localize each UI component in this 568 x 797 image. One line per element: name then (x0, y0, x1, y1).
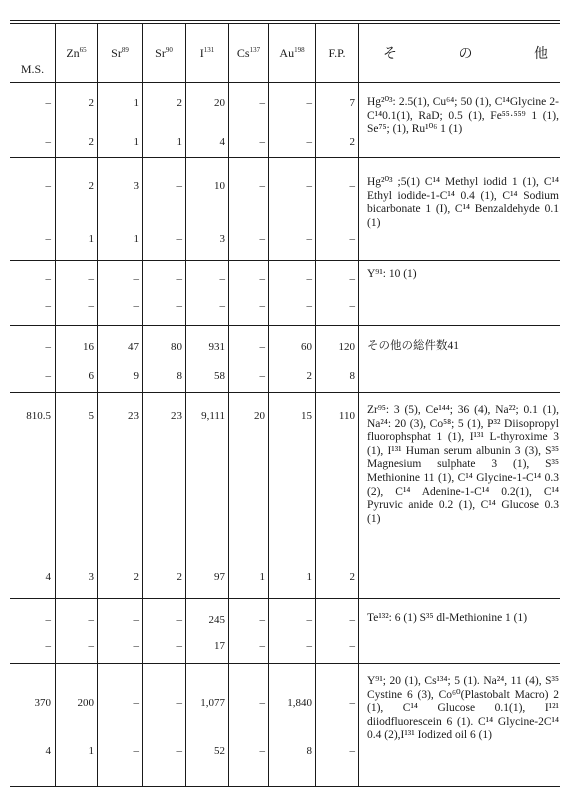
header-sr90: Sr$^{90}$ (155, 46, 173, 60)
ms-top: – (45, 97, 51, 109)
fp-top: – (349, 697, 355, 709)
zn-top: 2 (88, 180, 94, 192)
ms-bottom: – (45, 300, 51, 312)
cs-bottom: – (259, 136, 265, 148)
header-sr89: Sr$^{89}$ (111, 46, 129, 60)
other-notes: その他の総件数41 (367, 340, 459, 352)
cs-bottom: 1 (259, 571, 265, 583)
sr90-bottom: – (176, 233, 182, 245)
ms-bottom: – (45, 640, 51, 652)
i131-top: 1,077 (200, 697, 225, 709)
cs-bottom: – (259, 300, 265, 312)
sr89-top: – (133, 273, 139, 285)
zn-top: – (88, 614, 94, 626)
table-top-rule-2 (10, 23, 560, 24)
header-other: そ の 他 (383, 47, 548, 62)
i131-bottom: 3 (219, 233, 225, 245)
i131-top: 10 (214, 180, 225, 192)
other-notes: Y⁹¹; 20 (1), Cs¹³⁴; 5 (1). Na²⁴, 11 (4), S³⁵ Cystine 6 (3), Co⁶⁰(Plastobalt Macro) 2 (1), C¹⁴ Glucose 0.1(1), I¹²¹ diiodfluorescein 6 (1). C¹⁴ Glycine-2C¹⁴ 0.4 (2),I¹³¹ Iodized oil 6 (1) (367, 675, 559, 742)
cs-top: – (259, 273, 265, 285)
header-i131: $I^{131}$ (199, 46, 215, 60)
cs-top: – (259, 614, 265, 626)
fp-bottom: 2 (349, 571, 355, 583)
zn-bottom: – (88, 300, 94, 312)
ms-top: – (45, 273, 51, 285)
cs-bottom: – (259, 370, 265, 382)
zn-bottom: 1 (88, 745, 94, 757)
sr89-bottom: – (133, 300, 139, 312)
zn-top: 5 (88, 410, 94, 422)
sr90-top: 2 (176, 97, 182, 109)
i131-top: – (219, 273, 225, 285)
other-notes: Hg²⁰³ ;5(1) C¹⁴ Methyl iodid 1 (1), C¹⁴ Ethyl iodide-1-C¹⁴ 0.4 (1), C¹⁴ Sodium bicarbonate 1 (I), C¹⁴ Benzaldehyde 0.1 (1) (367, 176, 559, 229)
sr90-top: – (176, 697, 182, 709)
i131-bottom: 58 (214, 370, 225, 382)
au-bottom: – (306, 136, 312, 148)
i131-top: 9,111 (201, 410, 225, 422)
row-rule-2 (10, 260, 560, 261)
sr90-bottom: – (176, 300, 182, 312)
fp-top: – (349, 180, 355, 192)
header-ms: M.S. (20, 62, 45, 76)
au-top: 60 (301, 341, 312, 353)
cs-bottom: – (259, 640, 265, 652)
sr89-top: – (133, 697, 139, 709)
sr90-bottom: 2 (176, 571, 182, 583)
zn-bottom: 1 (88, 233, 94, 245)
zn-top: 200 (77, 697, 94, 709)
sr90-top: – (176, 180, 182, 192)
cs-top: 20 (254, 410, 265, 422)
cs-top: – (259, 697, 265, 709)
i131-bottom: 97 (214, 571, 225, 583)
sr90-bottom: 8 (176, 370, 182, 382)
col-rule-8 (358, 24, 359, 786)
sr89-top: 23 (128, 410, 139, 422)
i131-bottom: – (219, 300, 225, 312)
sr89-bottom: 2 (133, 571, 139, 583)
au-bottom: 1 (306, 571, 312, 583)
au-top: 1,840 (287, 697, 312, 709)
cs-top: – (259, 180, 265, 192)
i131-top: 931 (208, 341, 225, 353)
zn-top: – (88, 273, 94, 285)
ms-bottom: – (45, 370, 51, 382)
au-top: 15 (301, 410, 312, 422)
ms-top: – (45, 180, 51, 192)
cs-bottom: – (259, 745, 265, 757)
au-bottom: – (306, 300, 312, 312)
au-bottom: 2 (306, 370, 312, 382)
zn-top: 2 (88, 97, 94, 109)
row-rule-5 (10, 598, 560, 599)
zn-bottom: – (88, 640, 94, 652)
other-notes: Te¹³²: 6 (1) S³⁵ dl-Methionine 1 (1) (367, 612, 528, 624)
sr90-bottom: – (176, 640, 182, 652)
sr90-bottom: 1 (176, 136, 182, 148)
other-notes: Hg²⁰³: 2.5(1), Cu⁶⁴; 50 (1), C¹⁴Glycine 2-C¹⁴0.1(1), RaD; 0.5 (1), Fe⁵⁵·⁵⁵⁹ 1 (1), Se⁷⁵; (1), Ru¹⁰⁶ 1 (1) (367, 96, 559, 136)
cs-bottom: – (259, 233, 265, 245)
fp-top: 110 (338, 410, 355, 422)
sr89-bottom: 1 (133, 233, 139, 245)
ms-top: – (45, 341, 51, 353)
zn-top: 16 (83, 341, 94, 353)
ms-top: – (45, 614, 51, 626)
au-bottom: 8 (306, 745, 312, 757)
sr89-bottom: – (133, 640, 139, 652)
row-rule-1 (10, 157, 560, 158)
sr89-top: 47 (128, 341, 139, 353)
sr90-top: 80 (171, 341, 182, 353)
header-au198: Au$^{198}$ (279, 46, 305, 60)
ms-top: 810.5 (26, 410, 51, 422)
au-top: – (306, 273, 312, 285)
sr90-top: – (176, 614, 182, 626)
header-fp: F.P. (328, 46, 346, 60)
fp-top: – (349, 273, 355, 285)
sr90-bottom: – (176, 745, 182, 757)
au-top: – (306, 614, 312, 626)
table-bottom-rule (10, 786, 560, 787)
fp-bottom: 2 (349, 136, 355, 148)
table-top-rule (10, 20, 560, 21)
fp-top: – (349, 614, 355, 626)
header-zn65: Zn$^{65}$ (66, 46, 87, 60)
zn-bottom: 6 (88, 370, 94, 382)
row-rule-3 (10, 325, 560, 326)
ms-top: 370 (34, 697, 51, 709)
sr89-bottom: – (133, 745, 139, 757)
i131-bottom: 4 (219, 136, 225, 148)
au-bottom: – (306, 640, 312, 652)
ms-bottom: – (45, 233, 51, 245)
au-bottom: – (306, 233, 312, 245)
sr89-bottom: 1 (133, 136, 139, 148)
row-rule-6 (10, 663, 560, 664)
ms-bottom: 4 (45, 571, 51, 583)
fp-bottom: – (349, 300, 355, 312)
cs-top: – (259, 341, 265, 353)
i131-bottom: 52 (214, 745, 225, 757)
fp-bottom: – (349, 745, 355, 757)
i131-bottom: 17 (214, 640, 225, 652)
i131-top: 245 (208, 614, 225, 626)
fp-bottom: – (349, 640, 355, 652)
ms-bottom: – (45, 136, 51, 148)
ms-bottom: 4 (45, 745, 51, 757)
zn-bottom: 3 (88, 571, 94, 583)
sr90-top: – (176, 273, 182, 285)
header-bottom-rule (10, 82, 560, 83)
other-notes: Y⁹¹: 10 (1) (367, 268, 417, 280)
sr90-top: 23 (171, 410, 182, 422)
sr89-top: 1 (133, 97, 139, 109)
sr89-top: – (133, 614, 139, 626)
cs-top: – (259, 97, 265, 109)
fp-bottom: – (349, 233, 355, 245)
i131-top: 20 (214, 97, 225, 109)
row-rule-4 (10, 392, 560, 393)
fp-bottom: 8 (349, 370, 355, 382)
sr89-bottom: 9 (133, 370, 139, 382)
sr89-top: 3 (133, 180, 139, 192)
fp-top: 120 (338, 341, 355, 353)
other-notes: Zr⁹⁵: 3 (5), Ce¹⁴⁴; 36 (4), Na²²; 0.1 (1), Na²⁴: 20 (3), Co⁵⁸; 5 (1), P³² Diisopropyl fluorophsphat 1 (1), I¹³¹ L-thyroxime 3 (1), I¹³¹ Human serum albunin 3 (3), S³⁵ Magnesium sulphate 3 (1), S³⁵ Methionine 11 (1), C¹⁴ Glycine-1-C¹⁴ 0.3 (2), C¹⁴ Adenine-1-C¹⁴ 0.2(1), C¹⁴ Pyruvic anide 0.2 (1), C¹⁴ Glucose 0.3 (1) (367, 404, 559, 525)
fp-top: 7 (349, 97, 355, 109)
au-top: – (306, 97, 312, 109)
zn-bottom: 2 (88, 136, 94, 148)
header-cs137: Cs$^{137}$ (236, 46, 261, 60)
au-top: – (306, 180, 312, 192)
